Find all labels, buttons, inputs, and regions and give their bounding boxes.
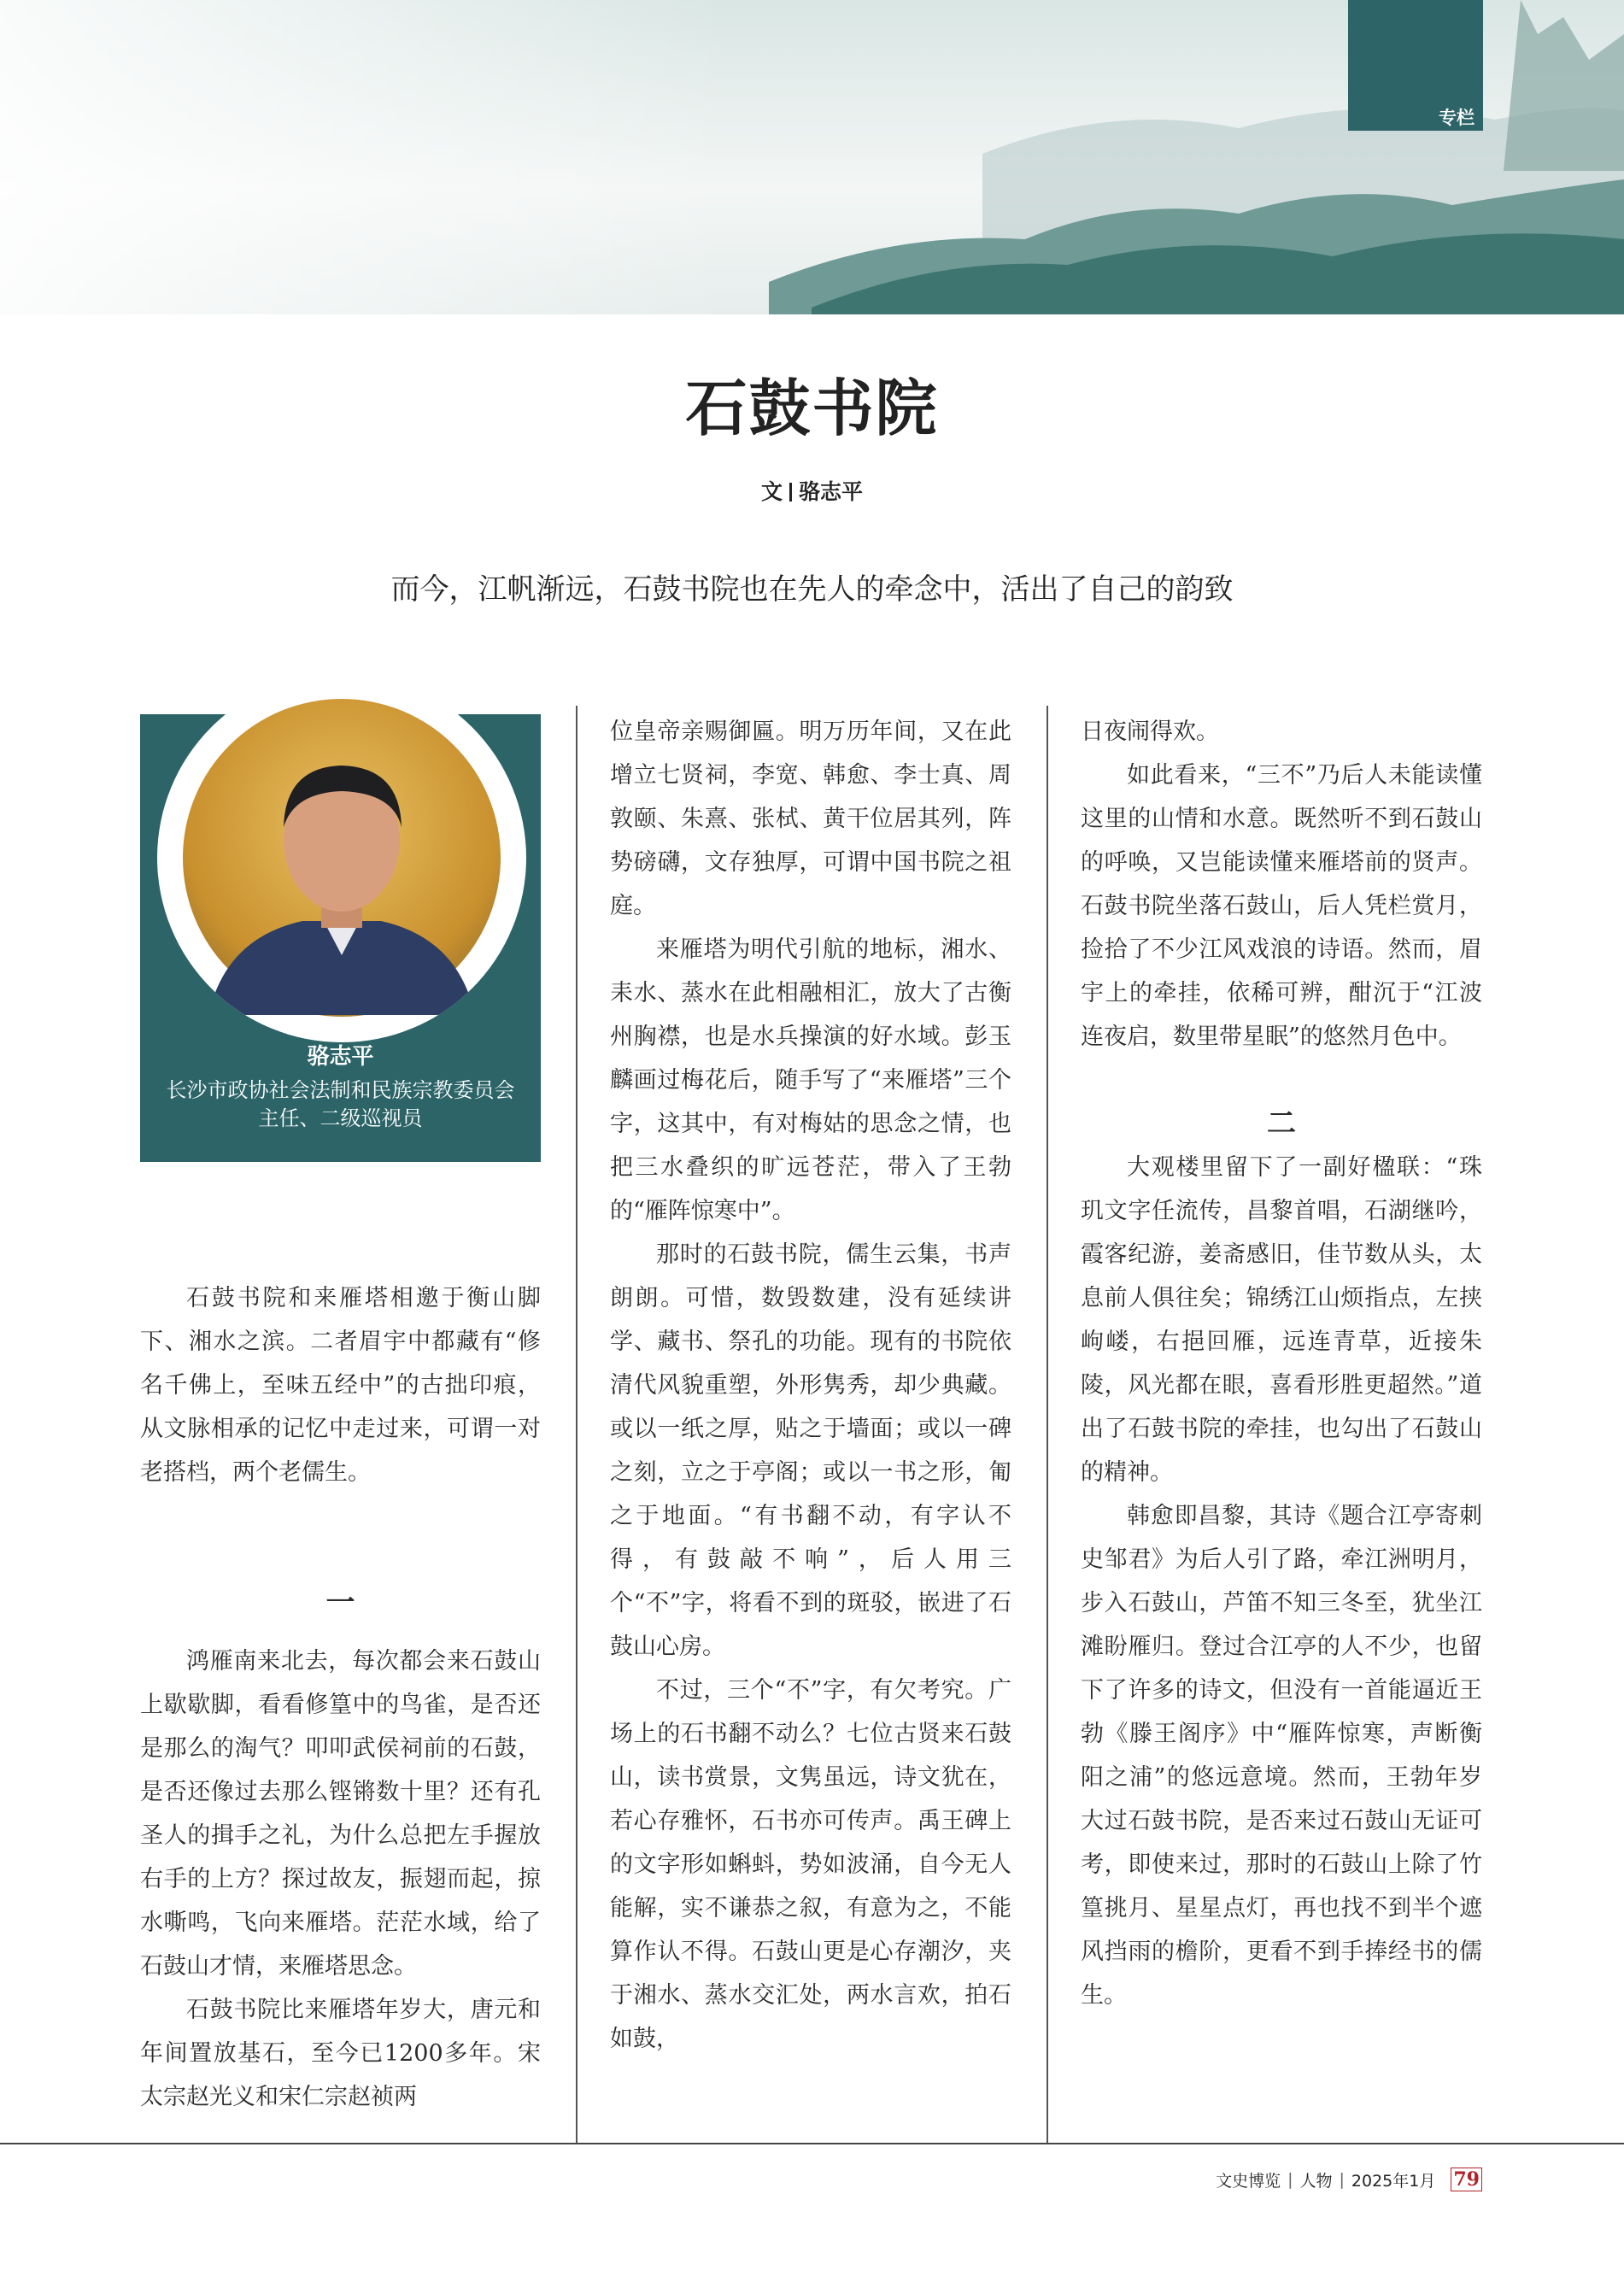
paragraph: 来雁塔为明代引航的地标，湘水、耒水、蒸水在此相融相汇，放大了古衡州胸襟，也是水兵操演的好水域。彭玉麟画过梅花后，随手写了“来雁塔”三个字，这其中，有对梅姑的思念之情，也把三水叠织的旷远苍茫，带入了王勃的“雁阵惊寒中”。 bbox=[610, 936, 1011, 1224]
author-card-name: 骆志平 bbox=[307, 1044, 374, 1070]
paragraph: 韩愈即昌黎，其诗《题合江亭寄刺史邹君》为后人引了路，牵江洲明月，步入石鼓山，芦笛不知三冬至，犹坐江滩盼雁归。登过合江亭的人不少，也留下了许多的诗文，但没有一首能逼近王勃《滕王阁序》中“雁阵惊寒，声断衡阳之浦”的悠远意境。然而，王勃年岁大过石鼓书院，是否来过石鼓山无证可考，即使来过，那时的石鼓山上除了竹篁挑月、星星点灯，再也找不到半个遮风挡雨的檐阶，更看不到手捧经书的儒生。 bbox=[1081, 1503, 1482, 2009]
footer-separator: | bbox=[1339, 2170, 1345, 2189]
byline-prefix: 文 bbox=[760, 479, 783, 504]
page-number: 79 bbox=[1451, 2168, 1482, 2191]
byline-author: 骆志平 bbox=[799, 479, 864, 504]
author-card-role bbox=[140, 1076, 541, 1133]
section-tag: 专栏 bbox=[1348, 0, 1483, 131]
byline bbox=[0, 475, 1624, 506]
page-footer bbox=[1216, 2168, 1482, 2191]
article-column-2 bbox=[610, 710, 1011, 2061]
article-title: 石鼓书院 bbox=[685, 373, 939, 444]
spacer bbox=[1081, 1059, 1482, 1102]
section-heading-2: 二 bbox=[1267, 1106, 1296, 1141]
paragraph: 那时的石鼓书院，儒生云集，书声朗朗。可惜，数毁数建，没有延续讲学、藏书、祭孔的功能。现有的书院依清代风貌重塑，外形隽秀，却少典藏。或以一纸之厚，贴之于墙面；或以一碑之刻，立之于亭阁；或以一书之形，匍之于地面。“有书翻不动，有字认不得，有鼓敲不响”，后人用三个“不”字，将看不到的斑驳，嵌进了石鼓山心房。 bbox=[610, 1241, 1011, 1660]
paragraph: 石鼓书院和来雁塔相邀于衡山脚下、湘水之滨。二者眉宇中都藏有“修名千佛上，至味五经中”的古拙印痕，从文脉相承的记忆中走过来，可谓一对老搭档，两个老儒生。 bbox=[140, 1285, 541, 1486]
column-divider-1 bbox=[576, 706, 577, 2143]
spacer bbox=[140, 1494, 541, 1581]
section-heading-1: 一 bbox=[325, 1586, 355, 1620]
paragraph: 石鼓书院比来雁塔年岁大，唐元和年间置放基石，至今已1200多年。宋太宗赵光义和宋仁宗赵祯两 bbox=[140, 1997, 541, 2110]
paragraph: 日夜闹得欢。 bbox=[1081, 719, 1219, 745]
footer-section: 人物 bbox=[1299, 2171, 1333, 2191]
paragraph: 位皇帝亲赐御匾。明万历年间，又在此增立七贤祠，李宽、韩愈、李士真、周敦颐、朱熹、张栻、黄干位居其列，阵势磅礴，文存独厚，可谓中国书院之祖庭。 bbox=[610, 719, 1011, 919]
spacer bbox=[140, 1625, 541, 1640]
footer-separator: | bbox=[1287, 2170, 1293, 2189]
paragraph: 不过，三个“不”字，有欠考究。广场上的石书翻不动么？七位古贤来石鼓山，读书赏景，文隽虽远，诗文犹在，若心存雅怀，石书亦可传声。禹王碑上的文字形如蝌蚪，势如波涌，自今无人能解，实不谦恭之叙，有意为之，不能算作认不得。石鼓山更是心存潮汐，夹于湘水、蒸水交汇处，两水言欢，拍石如鼓， bbox=[610, 1677, 1011, 2052]
footer-magazine: 文史博览 bbox=[1216, 2171, 1281, 2191]
paragraph: 鸿雁南来北去，每次都会来石鼓山上歇歇脚，看看修篁中的鸟雀，是否还是那么的淘气？叩叩武侯祠前的石鼓，是否还像过去那么铿锵数十里？还有孔圣人的揖手之礼，为什么总把左手握放右手的上方？探过故友，振翅而起，掠水嘶鸣，飞向来雁塔。茫茫水域，给了石鼓山才情，来雁塔思念。 bbox=[140, 1648, 541, 1980]
article-column-1 bbox=[140, 1276, 541, 2119]
lead-quote: 而今，江帆渐远，石鼓书院也在先人的牵念中，活出了自己的韵致 bbox=[390, 572, 1234, 607]
column-divider-2 bbox=[1047, 706, 1048, 2143]
paragraph: 如此看来，“三不”乃后人未能读懂这里的山情和水意。既然听不到石鼓山的呼唤，又岂能读懂来雁塔前的贤声。石鼓书院坐落石鼓山，后人凭栏赏月，捡拾了不少江风戏浪的诗语。然而，眉宇上的牵挂，依稀可辨，酣沉于“江波连夜启，数里带星眠”的悠然月色中。 bbox=[1081, 762, 1482, 1050]
author-card-role-line1: 长沙市政协社会法制和民族宗教委员会 bbox=[166, 1078, 515, 1102]
footer-issue: 2025年1月 bbox=[1351, 2171, 1436, 2191]
paragraph: 大观楼里留下了一副好楹联：“珠玑文字任流传，昌黎首唱，石湖继吟，霞客纪游，姜斋感旧，佳节数从头，太息前人俱往矣；锦绣江山烦指点，左挟岣嵝，右挹回雁，远连青草，近接朱陵，风光都在眼，喜看形胜更超然。”道出了石鼓书院的牵挂，也勾出了石鼓山的精神。 bbox=[1081, 1154, 1482, 1486]
article-column-3 bbox=[1081, 710, 1482, 2017]
byline-separator bbox=[789, 483, 792, 502]
author-card-role-line2: 主任、二级巡视员 bbox=[258, 1106, 423, 1130]
author-photo bbox=[157, 673, 526, 1042]
footer-rule bbox=[0, 2143, 1624, 2144]
